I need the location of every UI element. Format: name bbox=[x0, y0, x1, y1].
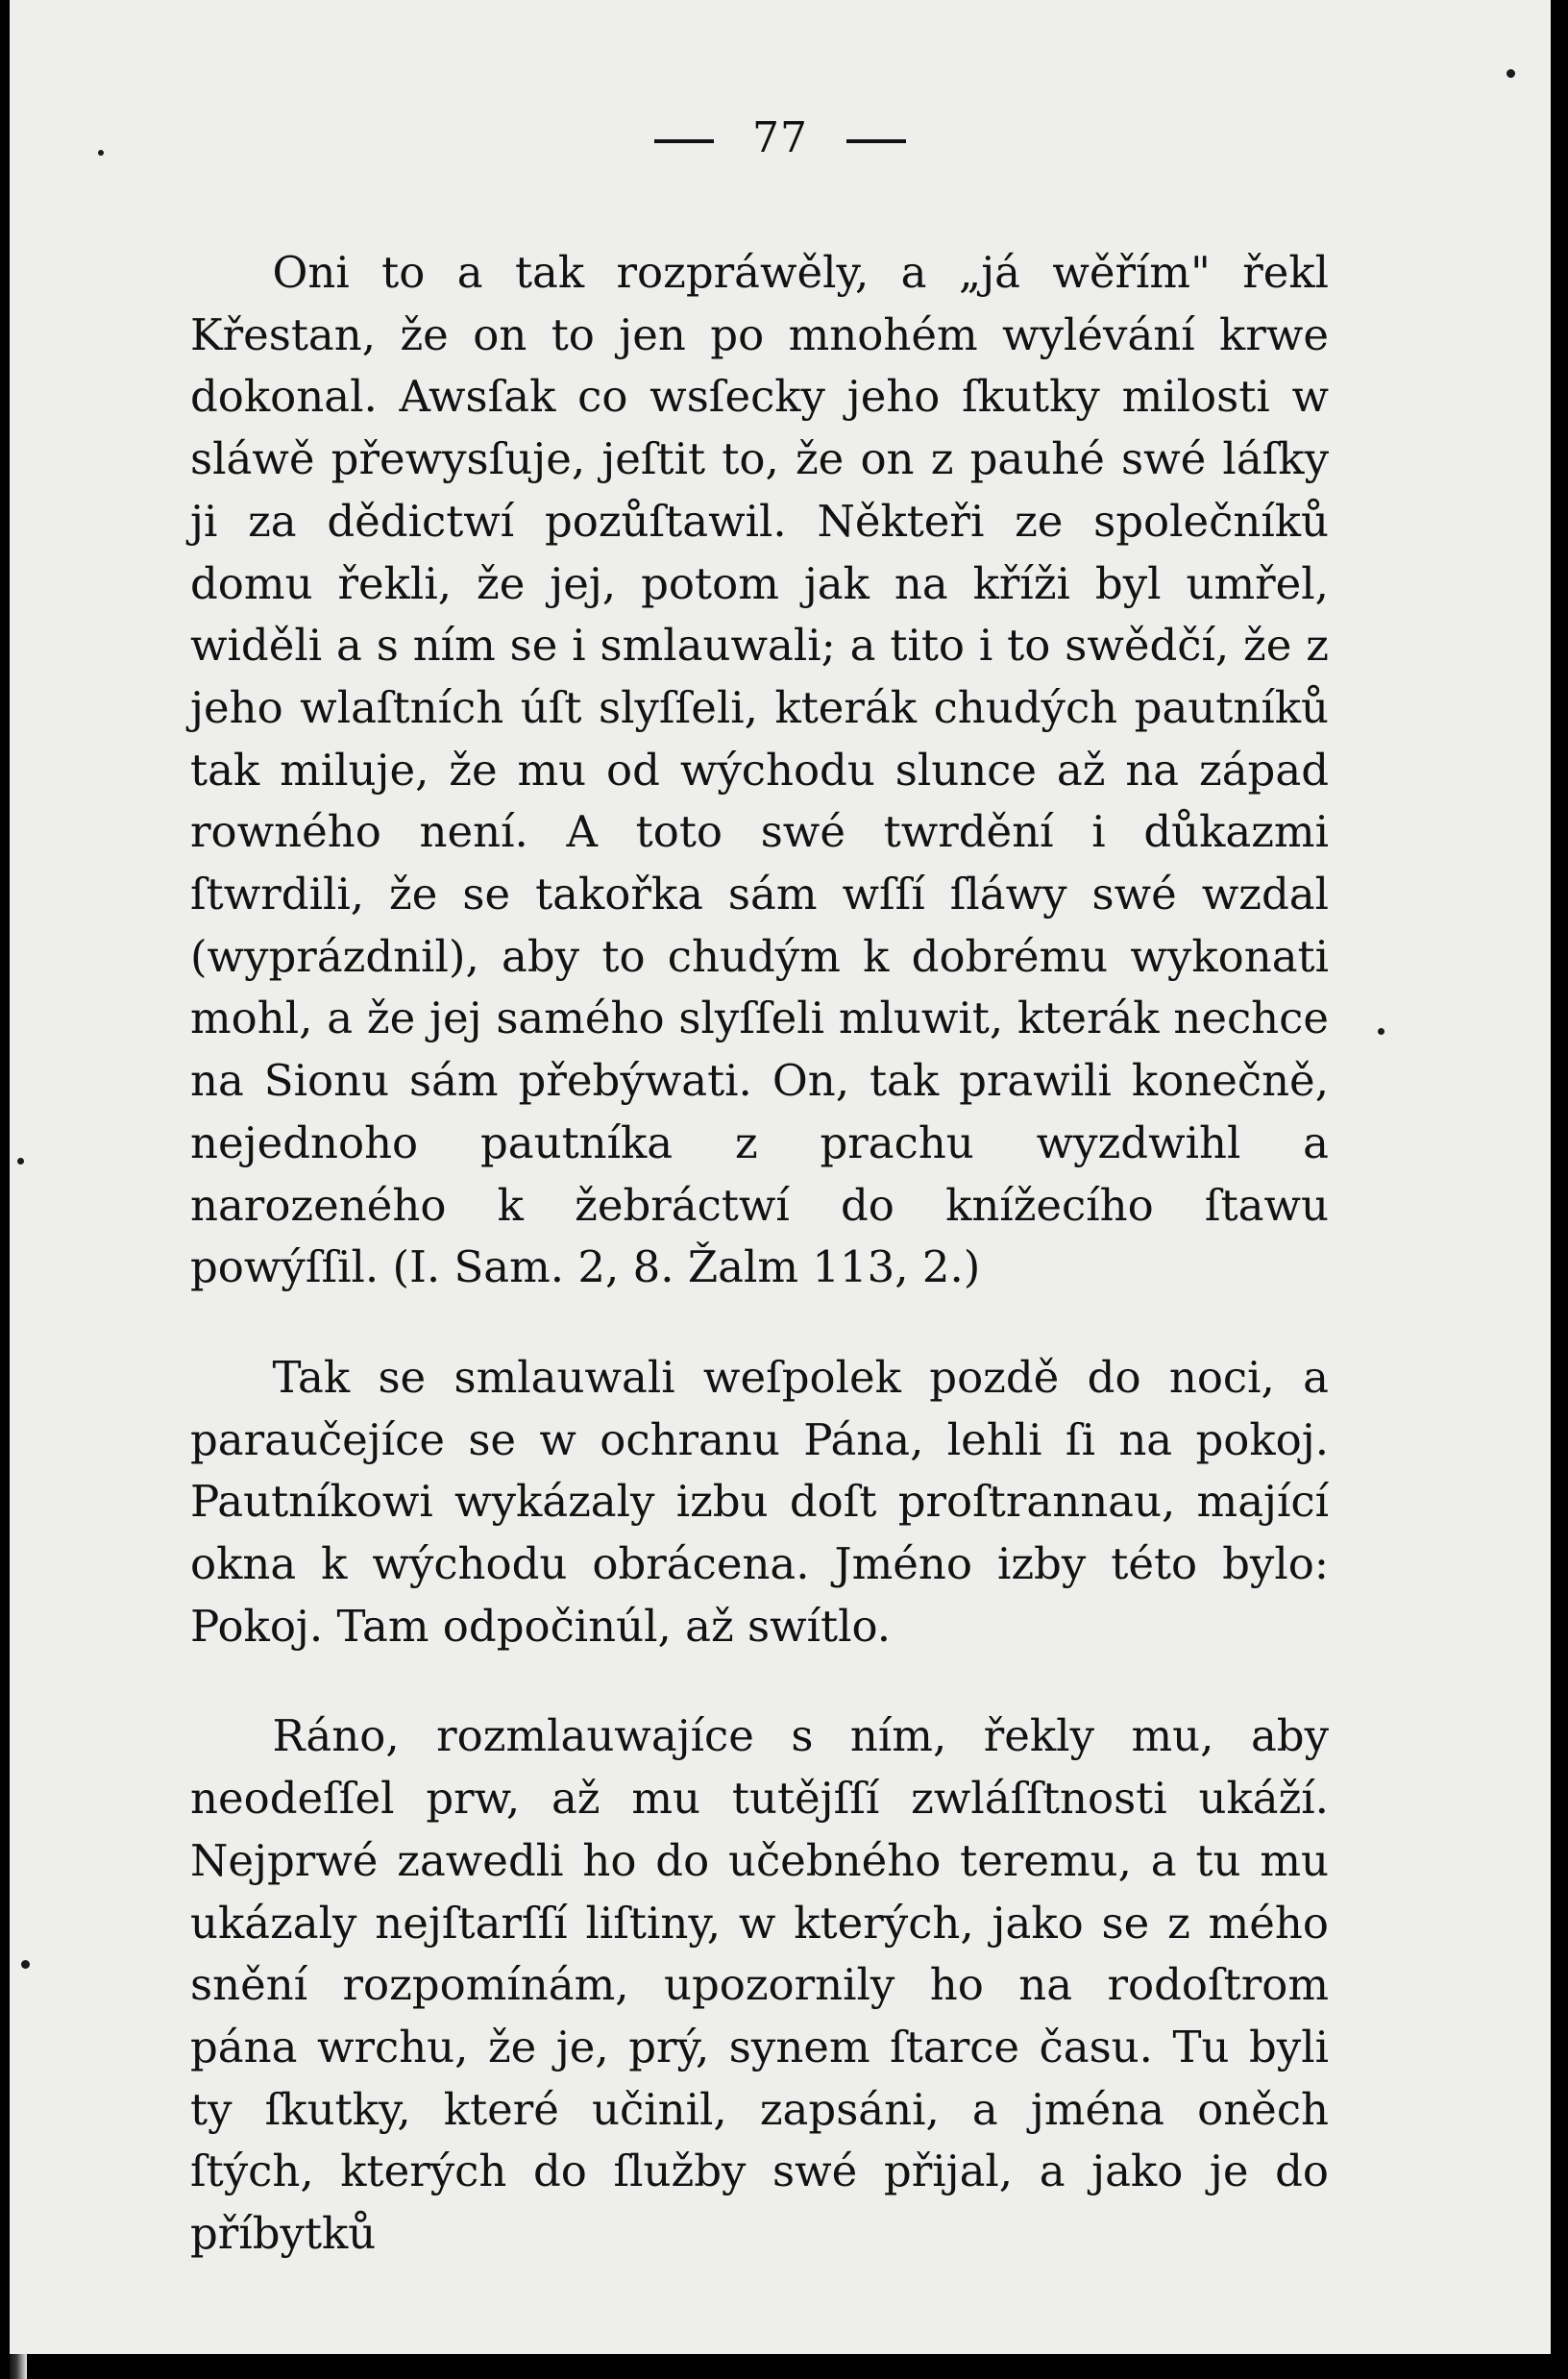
scan-speck bbox=[17, 1158, 24, 1165]
page-number-header bbox=[10, 113, 1551, 162]
scan-speck bbox=[98, 150, 104, 156]
header-dash-right bbox=[846, 139, 906, 143]
scan-speck bbox=[21, 1960, 30, 1969]
scan-speck bbox=[1507, 69, 1515, 78]
paragraph-3: Ráno, rozmlauwajíce s ním, řekly mu, aby neodeſſel prw, až mu tutějſſí zwláſſtnosti ukáží. Nejprwé zawedli ho do učebného teremu, a tu mu ukázaly nejſtarſſí liſtiny, w kterých, jako se z mého snění rozpomínám, upozornily ho na rodoſtrom pána wrchu, že je, prý, synem ſtarce času. Tu byli ty ſkutky, které učinil, zapsáni, a jména oněch ſtých, kterých do ſlužby swé přijal, a jako je do příbytků bbox=[190, 1710, 1329, 2260]
scan-speck bbox=[1378, 1028, 1384, 1035]
page-number: 77 bbox=[752, 113, 808, 162]
header-dash-left bbox=[654, 139, 714, 143]
paragraph-1: Oni to a tak rozpráwěly, a „já wěřím" řekl Křestan, že on to jen po mnohém wylévání krwe dokonal. Awsſak co wsſecky jeho ſkutky milosti w sláwě přewysſuje, jeſtit to, že on z pauhé swé láſky ji za dědictwí pozůſtawil. Někteři ze společníků domu řekli, že jej, potom jak na kříži byl umřel, widěli a s ním se i smlauwali; a tito i to swědčí, že z jeho wlaſtních úſt slyſſeli, kterák chudých pautníků tak miluje, že mu od wýchodu slunce až na západ rowného není. A toto swé twrdění i důkazmi ſtwrdili, že se takořka sám wſſí ſláwy swé wzdal (wyprázdnil), aby to chudým k dobrému wykonati mohl, a že jej samého slyſſeli mluwit, kterák nechce na Sionu sám přebýwati. On, tak prawili konečně, nejednoho pautníka z prachu wyzdwihl a narozeného k žebráctwí do knížecího ſtawu powýſſil. (I. Sam. 2, 8. Žalm 113, 2.) bbox=[190, 247, 1329, 1293]
book-page bbox=[10, 0, 1551, 2354]
body-text bbox=[190, 242, 1329, 2266]
paragraph-2: Tak se smlauwali weſpolek pozdě do noci, a paraučejíce se w ochranu Pána, lehli ſi na pokoj. Pautníkowi wykázaly izbu doſt proſtrannau, mající okna k wýchodu obrácena. Jméno izby této bylo: Pokoj. Tam odpočinúl, až swítlo. bbox=[190, 1351, 1329, 1652]
